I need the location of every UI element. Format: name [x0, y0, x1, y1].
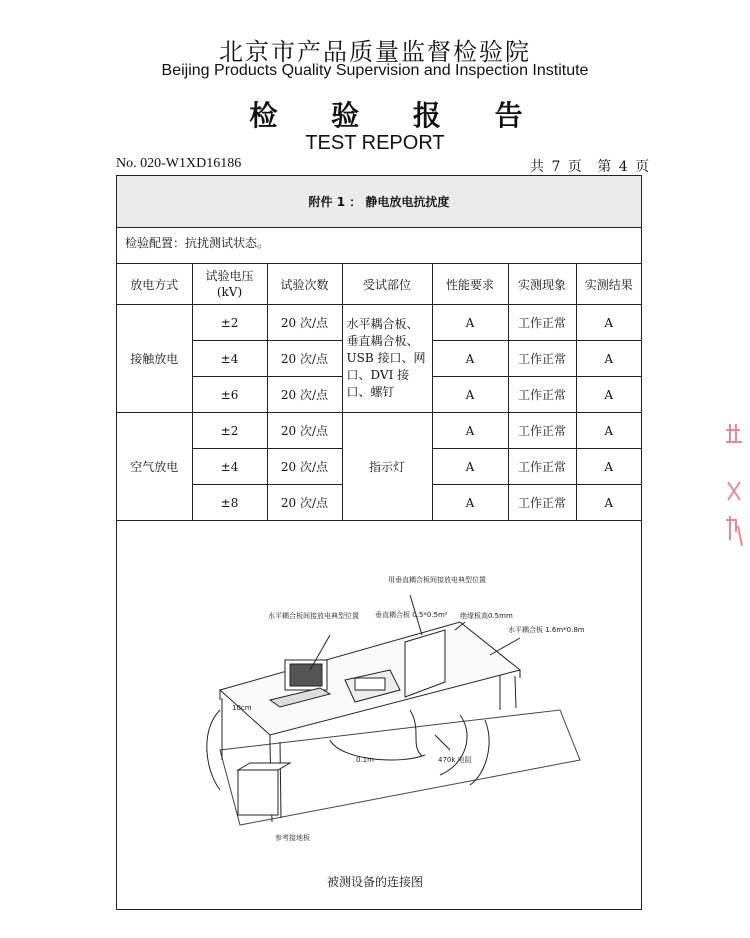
- label-distance: 0.1m: [356, 756, 374, 764]
- part-air: 指示灯: [342, 413, 432, 521]
- total-pages: 共 7 页: [530, 159, 582, 175]
- label-vcp: 垂直耦合板 0.5*0.5m²: [375, 611, 448, 619]
- voltage-cell: ±8: [192, 485, 267, 521]
- requirement-cell: A: [432, 413, 508, 449]
- phenomenon-cell: 工作正常: [508, 485, 576, 521]
- requirement-cell: A: [432, 449, 508, 485]
- result-cell: A: [576, 305, 641, 341]
- label-ground-plane: 参考接地板: [275, 834, 310, 842]
- table-header-row: [117, 264, 641, 305]
- voltage-cell: ±2: [192, 305, 267, 341]
- phenomenon-cell: 工作正常: [508, 413, 576, 449]
- voltage-cell: ±2: [192, 413, 267, 449]
- institute-name-en: Beijing Products Quality Supervision and Inspection Institute: [161, 62, 589, 79]
- table-row: [117, 413, 641, 449]
- voltage-cell: ±6: [192, 377, 267, 413]
- requirement-cell: A: [432, 377, 508, 413]
- page-count: [522, 156, 649, 176]
- phenomenon-cell: 工作正常: [508, 341, 576, 377]
- phenomenon-cell: 工作正常: [508, 377, 576, 413]
- col-header-part: 受试部位: [342, 264, 432, 305]
- count-cell: 20 次/点: [267, 413, 342, 449]
- requirement-cell: A: [432, 485, 508, 521]
- result-cell: A: [576, 485, 641, 521]
- col-header-phenomenon: 实测现象: [508, 264, 576, 305]
- seal-stamp-partial: [722, 420, 746, 560]
- result-cell: A: [576, 341, 641, 377]
- test-setup-diagram: [160, 560, 600, 860]
- count-cell: 20 次/点: [267, 377, 342, 413]
- result-cell: A: [576, 449, 641, 485]
- result-cell: A: [576, 413, 641, 449]
- voltage-cell: ±4: [192, 341, 267, 377]
- mode-contact: 接触放电: [117, 305, 192, 413]
- label-hcp-position: 水平耦合板间接放电典型位置: [268, 612, 359, 620]
- table-row: [117, 305, 641, 341]
- mode-air: 空气放电: [117, 413, 192, 521]
- col-header-mode: 放电方式: [117, 264, 192, 305]
- appendix-title: 附件 1 ： 静电放电抗扰度: [117, 176, 641, 228]
- label-10cm: 10cm: [232, 704, 252, 712]
- report-number: No. 020-W1XD16186: [116, 156, 242, 171]
- part-contact: 水平耦合板、垂直耦合板、USB 接口、网口、DVI 接口、螺钉: [342, 305, 432, 413]
- count-cell: 20 次/点: [267, 449, 342, 485]
- label-hcp: 水平耦合板 1.6m*0.8m: [508, 626, 585, 634]
- count-cell: 20 次/点: [267, 341, 342, 377]
- result-cell: A: [576, 377, 641, 413]
- count-cell: 20 次/点: [267, 305, 342, 341]
- phenomenon-cell: 工作正常: [508, 449, 576, 485]
- label-resistor: 470k 电阻: [438, 756, 472, 764]
- esd-results-table: [117, 263, 641, 521]
- current-page: 第 4 页: [597, 159, 650, 175]
- esd-generator-box-shape: [238, 770, 278, 815]
- diagram-caption: 被测设备的连接图: [326, 875, 423, 889]
- report-title-cn: 检 验 报 告: [249, 99, 545, 132]
- phenomenon-cell: 工作正常: [508, 305, 576, 341]
- voltage-cell: ±4: [192, 449, 267, 485]
- label-insulation: 绝缘板高0.5mm: [460, 612, 513, 620]
- requirement-cell: A: [432, 305, 508, 341]
- col-header-count: 试验次数: [267, 264, 342, 305]
- col-header-voltage: 试验电压 (kV): [192, 264, 267, 305]
- col-header-result: 实测结果: [576, 264, 641, 305]
- col-header-requirement: 性能要求: [432, 264, 508, 305]
- institute-name-cn: 北京市产品质量监督检验院: [219, 38, 531, 66]
- count-cell: 20 次/点: [267, 485, 342, 521]
- test-config: 检验配置：抗扰测试状态。: [125, 236, 270, 250]
- report-title-en: TEST REPORT: [305, 132, 445, 154]
- requirement-cell: A: [432, 341, 508, 377]
- label-vcp-position: 用垂直耦合板间接放电典型位置: [388, 576, 486, 584]
